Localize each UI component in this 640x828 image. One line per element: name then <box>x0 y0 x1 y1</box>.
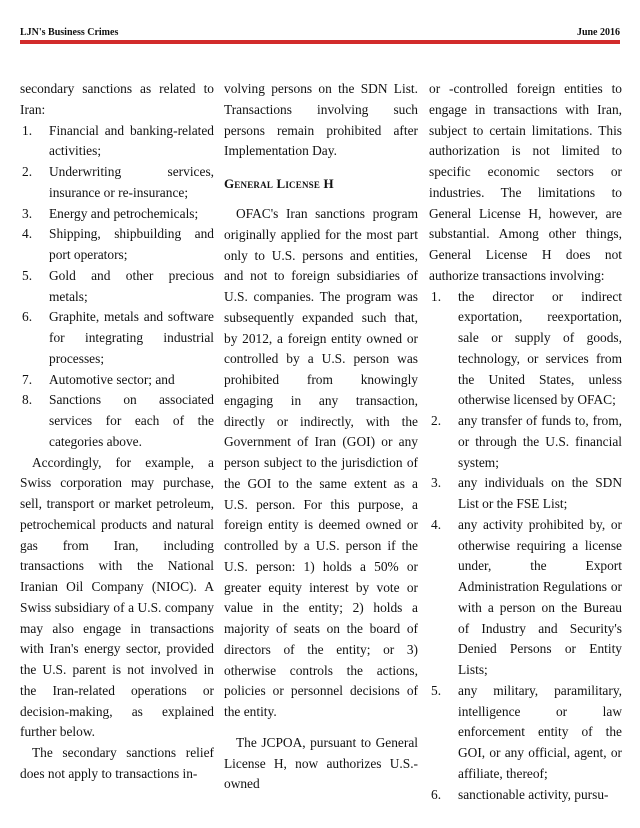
list-item <box>429 681 622 785</box>
list-number: 3. <box>22 205 33 221</box>
list-text: any transfer of funds to, from, or through the U.S. financial system; <box>458 413 622 470</box>
list-item <box>20 307 214 369</box>
issue-date: June 2016 <box>576 27 620 38</box>
list-text: the director or indirect exportation, reexportation, sale or supply of goods, technology, or services from the United States, unless otherwise licensed by OFAC; <box>458 288 622 408</box>
list-number: 6. <box>22 309 33 325</box>
list-item <box>20 266 214 308</box>
list-number: 7. <box>22 371 33 387</box>
list-number: 1. <box>22 122 33 138</box>
paragraph: secondary sanctions as related to Iran: <box>20 81 214 117</box>
list-text: Gold and other precious metals; <box>49 267 214 304</box>
list-text: any individuals on the SDN List or the FSE List; <box>458 475 622 511</box>
column-2 <box>224 79 418 795</box>
list-text: Shipping, shipbuilding and port operators; <box>49 226 214 262</box>
section-heading: General License H <box>224 176 334 191</box>
paragraph: Accordingly, for example, a Swiss corporation may purchase, sell, transport or market petroleum, petrochemical products and natural gas from Iran, including transactions with the National Iranian Oil Company (NIOC). A Swiss subsidiary of a U.S. company may also engage in transactions with Iran's energy sector, provided the U.S. parent is not involved in the Iran-related operations or decision-making, as explained further below. <box>20 454 214 740</box>
article-body <box>20 79 620 824</box>
list-number: 4. <box>431 516 442 532</box>
list-text: Sanctions on associated services for each of the categories above. <box>49 392 214 449</box>
list-number: 5. <box>431 682 442 698</box>
list-item <box>20 162 214 204</box>
list-item <box>429 785 622 806</box>
list-number: 8. <box>22 392 33 408</box>
list-text: Graphite, metals and software for integrating industrial processes; <box>49 309 214 366</box>
list-text: Automotive sector; and <box>49 371 175 387</box>
list-item <box>429 411 622 473</box>
list-number: 4. <box>22 226 33 242</box>
running-header <box>20 25 620 41</box>
list-number: 5. <box>22 267 33 283</box>
list-text: Financial and banking-related activities; <box>49 122 214 159</box>
header-rule <box>20 40 620 44</box>
list-text: any activity prohibited by, or otherwise requiring a license under, the Export Administration Regulations or with a person on the Bureau of Industry and Security's Denied Persons or Entity Lists; <box>458 516 622 677</box>
list-item <box>20 390 214 452</box>
list-item <box>429 473 622 515</box>
list-item <box>429 515 622 681</box>
column-1 <box>20 79 214 785</box>
column-3 <box>429 79 622 805</box>
list-number: 3. <box>431 475 442 491</box>
list-text: Underwriting services, insurance or re-insurance; <box>49 164 214 200</box>
paragraph: or -controlled foreign entities to engage in transactions with Iran, subject to certain limitations. This authorization is not limited to specific economic sectors or industries. The limitations to General License H, however, are substantial. Among other things, General License H does not authorize transactions involving: <box>429 81 622 283</box>
list-number: 1. <box>431 288 442 304</box>
list-item <box>20 370 214 391</box>
sanctions-list <box>20 121 214 453</box>
list-text: Energy and petrochemicals; <box>49 205 199 221</box>
list-text: any military, paramilitary, intelligence or law enforcement entity of the GOI, or any official, agent, or affiliate, thereof; <box>458 682 622 781</box>
list-item <box>20 224 214 266</box>
publication-title: LJN's Business Crimes <box>20 27 119 38</box>
list-number: 6. <box>431 786 442 802</box>
list-number: 2. <box>431 413 442 428</box>
list-item <box>20 121 214 163</box>
list-item <box>20 204 214 225</box>
paragraph: OFAC's Iran sanctions program originally applied for the most part only to U.S. persons and entities, and not to foreign subsidiaries of U.S. companies. The program was subsequently expanded such that, by 2012, a foreign entity owned or controlled by a U.S. person was prohibited from knowingly engaging in any transaction, directly or indirectly, with the Government of Iran (GOI) or any person subject to the jurisdiction of the GOI to the same extent as a U.S. person. For this purpose, a foreign entity is deemed owned or controlled by a U.S. person if the U.S. person: 1) holds a 50% or greater equity interest by vote or value in the entity; 2) holds a majority of seats on the board of directors of the entity; or 3) otherwise controls the actions, policies or personnel decisions of the entity. <box>224 206 418 719</box>
list-item <box>429 287 622 412</box>
paragraph: The secondary sanctions relief does not apply to transactions in- <box>20 745 214 781</box>
list-number: 2. <box>22 164 33 179</box>
paragraph: volving persons on the SDN List. Transactions involving such persons remain prohibited after Implementation Day. <box>224 81 418 159</box>
paragraph: The JCPOA, pursuant to General License H, now authorizes U.S.-owned <box>224 734 418 792</box>
limitations-list <box>429 287 622 806</box>
list-text: sanctionable activity, pursu- <box>458 786 609 802</box>
